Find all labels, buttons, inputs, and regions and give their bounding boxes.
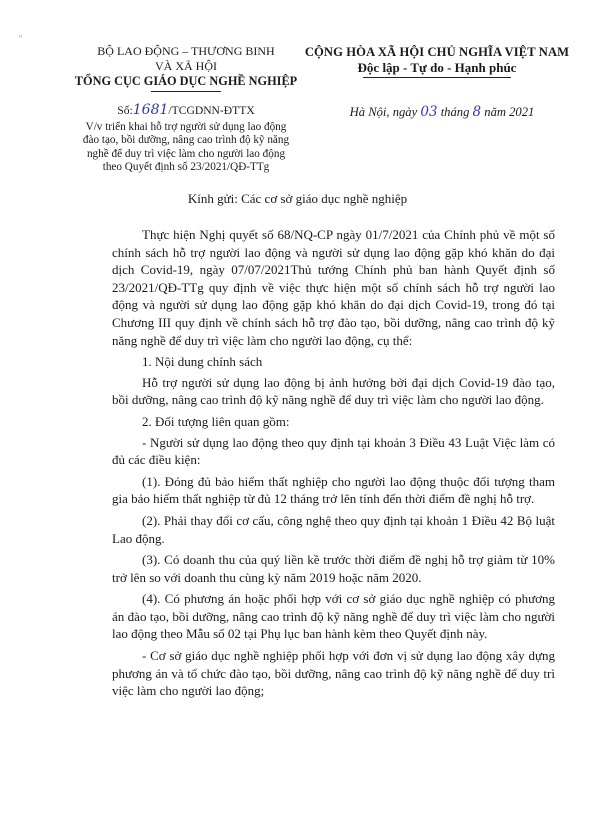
- doc-number-prefix: Số:: [117, 104, 133, 117]
- department-name: TỔNG CỤC GIÁO DỤC NGHỀ NGHIỆP: [74, 74, 298, 88]
- issuing-authority: [66, 44, 306, 92]
- document-body: [112, 226, 555, 703]
- date-line: [307, 104, 577, 120]
- national-title: [297, 44, 577, 78]
- recipient-line: Kính gửi: Các cơ sở giáo dục nghề nghiệp: [187, 191, 408, 206]
- doc-number-handwritten: 1681: [132, 102, 169, 118]
- date-month: 8: [472, 104, 482, 120]
- ministry-line-1: BỘ LAO ĐỘNG – THƯƠNG BINH: [97, 44, 275, 58]
- date-day: 03: [420, 104, 438, 120]
- condition-3: (3). Có doanh thu của quý liền kề trước thời điểm đề nghị hỗ trợ giảm từ 10% trở lên so với doanh thu cùng kỳ năm 2019 hoặc năm 2020.: [112, 552, 555, 585]
- section-1-text: Hỗ trợ người sử dụng lao động bị ảnh hưởng bởi đại dịch Covid-19 đào tạo, bồi dưỡng, nâng cao trình độ kỹ năng nghề để duy trì việc làm cho người lao động.: [112, 374, 555, 408]
- corner-mark: ": [19, 34, 23, 43]
- motto-underline: [363, 77, 511, 78]
- intro-paragraph: Thực hiện Nghị quyết số 68/NQ-CP ngày 01/7/2021 của Chính phủ về một số chính sách hỗ trợ người lao động và người sử dụng lao động gặp khó khăn do đại dịch Covid-19, ngày 07/07/2021Thủ tướng Chính phủ ban hành Quyết định số 23/2021/QĐ-TTg quy định về việc thực hiện một số chính sách hỗ trợ người lao động và người sử dụng lao động gặp khó khăn do đại dịch Covid-19, trong đó tại Chương III quy định về chính sách hỗ trợ đào tạo, bồi dưỡng, nâng cao trình độ kỹ năng nghề để duy trì việc làm cho người lao động, cụ thể:: [112, 227, 555, 348]
- subject-line-1: V/v triển khai hỗ trợ người sử dụng lao động: [85, 121, 287, 133]
- subject-line-2: đào tạo, bồi dưỡng, nâng cao trình độ kỹ năng: [82, 134, 290, 147]
- ministry-line-2: VÀ XÃ HỘI: [155, 59, 217, 73]
- section-1-title: 1. Nội dung chính sách: [142, 354, 263, 370]
- section-2-schools: - Cơ sở giáo dục nghề nghiệp phối hợp với đơn vị sử dụng lao động xây dựng phương án và tổ chức đào tạo, bồi dưỡng, nâng cao trình độ kỹ năng nghề để duy trì việc làm cho người lao động;: [112, 648, 555, 699]
- date-prefix: Hà Nội, ngày: [349, 105, 418, 119]
- section-2-title: 2. Đối tượng liên quan gồm:: [142, 413, 290, 429]
- authority-underline: [151, 91, 221, 92]
- document-number: [66, 104, 306, 117]
- condition-2: (2). Phải thay đổi cơ cấu, công nghệ theo quy định tại khoản 1 Điều 42 Bộ luật Lao động.: [112, 512, 555, 546]
- condition-1: (1). Đóng đủ bảo hiểm thất nghiệp cho người lao động thuộc đối tượng tham gia bảo hiểm thất nghiệp từ đủ 12 tháng trở lên tính đến thời điểm đề nghị hỗ trợ.: [112, 473, 555, 507]
- date-month-label: tháng: [440, 105, 470, 119]
- doc-number-suffix: /TCGDNN-ĐTTX: [168, 104, 255, 117]
- subject-line-4: theo Quyết định số 23/2021/QĐ-TTg: [102, 160, 270, 173]
- date-year: năm 2021: [484, 105, 535, 119]
- section-2-employers: - Người sử dụng lao động theo quy định tại khoản 3 Điều 43 Luật Việc làm có đủ các điều kiện:: [112, 434, 555, 468]
- condition-4: (4). Có phương án hoặc phối hợp với cơ sở giáo dục nghề nghiệp có phương án đào tạo, bồi dưỡng, nâng cao trình độ kỹ năng nghề để duy trì việc làm cho người lao động theo Mẫu số 02 tại Phụ lục ban hành kèm theo Quyết định này.: [112, 591, 555, 642]
- national-motto: Độc lập - Tự do - Hạnh phúc: [357, 60, 517, 75]
- nation-name: CỘNG HÒA XÃ HỘI CHỦ NGHĨA VIỆT NAM: [304, 45, 570, 59]
- subject-line-3: nghề để duy trì việc làm cho người lao động: [86, 147, 286, 160]
- document-subject: [72, 121, 300, 174]
